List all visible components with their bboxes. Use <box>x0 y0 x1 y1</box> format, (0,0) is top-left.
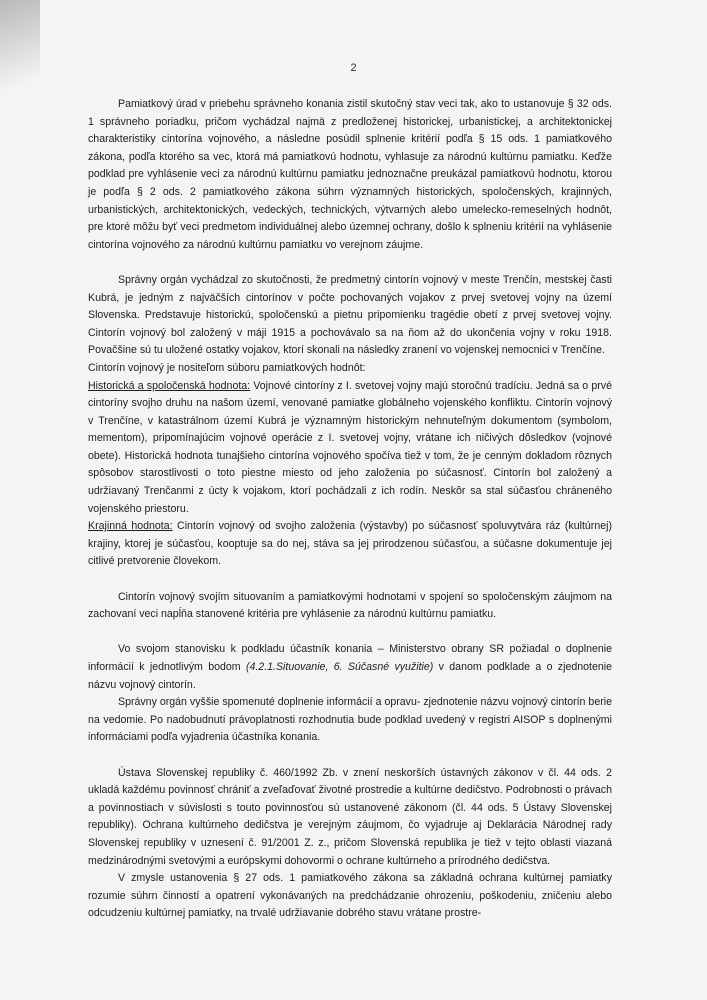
scan-corner-shadow <box>0 0 40 110</box>
document-body <box>88 96 612 923</box>
paragraph-historical-value <box>88 378 612 519</box>
historical-value-text: Vojnové cintoríny z I. svetovej vojny majú storočnú tradíciu. Jedná sa o prvé cintoríny svojho druhu na našom území, venované pamiatke globálneho vojenského konfliktu. Cintorín vojnový v Trenčíne, v katastrálnom území Kubrá je významným historickým nehnuteľným dokumentom (symbolom, mementom), pripomínajúcim vojnové operácie z I. svetovej vojny, vrátane ich ničivých dôsledkov (vojnové obete). Historická hodnota tunajšieho cintorína vojnového spočíva tiež v tom, že je cenným dokladom rôznych spôsobov starostlivosti o toto piestne miesto od jeho založenia po súčasnosť. Cintorín bol založený a udržiavaný Trenčanmi z úcty k vojakom, ktorí pochádzali z ich rodín. Neskôr sa stal súčasťou chráneného vojenského priestoru. <box>88 379 612 515</box>
paragraph-constitution: Ústava Slovenskej republiky č. 460/1992 Zb. v znení neskorších ústavných zákonov v čl. 44 ods. 2 ukladá každému povinnosť chrániť a zveľaďovať životné prostredie a kultúrne dedičstvo. Podrobnosti o právach a povinnostiach v súvislosti s touto povinnosťou sú ustanovené zákonom (čl. 44 ods. 5 Ústavy Slovenskej republiky). Ochrana kultúrneho dedičstva je verejným záujmom, čo vyjadruje aj Deklarácia Národnej rady Slovenskej republiky v uznesení č. 91/2001 Z. z., pričom Slovenská republika je tiež v tejto oblasti viazaná medzinárodnými svetovými a európskymi dohovormi o ochrane kultúrneho a prírodného dedičstva. <box>88 766 612 867</box>
landscape-value-label: Krajinná hodnota: <box>88 520 173 533</box>
historical-value-label: Historická a spoločenská hodnota: <box>88 379 251 392</box>
landscape-value-text: Cintorín vojnový od svojho založenia (výstavby) po súčasnosť spoluvytvára ráz (kultúrnej) krajiny, ktorej je súčasťou, kooptuje sa do nej, stáva sa jej prirodzenou súčasťou, a súčasne dokumentuje jej citlivé pretvorenie človekom. <box>88 520 612 568</box>
paragraph-landscape-value <box>88 518 612 571</box>
paragraph-basic-protection: V zmysle ustanovenia § 27 ods. 1 pamiatkového zákona sa základná ochrana kultúrnej pamiatky rozumie súhrn činností a opatrení vykonávaných na predchádzanie ohrozeniu, poškodeniu, zničeniu alebo odcudzeniu kultúrnej pamiatky, na trvalé udržiavanie dobrého stavu vrátane prostre- <box>88 872 612 920</box>
paragraph-proceedings-findings: Pamiatkový úrad v priebehu správneho konania zistil skutočný stav veci tak, ako to ustanovuje § 32 ods. 1 správneho poriadku, pričom vychádzal najmä z predloženej historickej, urbanistickej, a architektonickej charakteristiky cintorína vojnového, a následne posúdil splnenie kritérií podľa § 15 ods. 1 pamiatkového zákona, podľa ktorého sa vec, ktorá má pamiatkovú hodnotu, vyhlasuje za národnú kultúrnu pamiatku. Keďže podklad pre vyhlásenie veci za národnú kultúrnu pamiatku jednoznačne preukázal pamiatkovú hodnotu, ktorou je podľa § 2 ods. 2 pamiatkového zákona súhrn významných historických, spoločenských, krajinných, urbanistických, architektonických, vedeckých, technických, výtvarných alebo umelecko-remeselných hodnôt, pre ktoré môžu byť veci predmetom individuálnej alebo územnej ochrany, došlo k splneniu kritérií na vyhlásenie cintorína vojnového za národnú kultúrnu pamiatku vo verejnom záujme. <box>88 98 612 251</box>
ministry-reference: (4.2.1.Situovanie, 6. Súčasné využitie) <box>245 661 434 673</box>
paragraph-criteria-conclusion: Cintorín vojnový svojím situovaním a pamiatkovými hodnotami v spojení so spoločenským záujmom na zachovaní veci napĺňa stanovené kritéria pre vyhlásenie za národnú kultúrnu pamiatku. <box>88 590 612 621</box>
page-number: 2 <box>350 62 357 74</box>
paragraph-values-intro: Cintorín vojnový je nositeľom súboru pamiatkových hodnôt: <box>88 361 366 374</box>
paragraph-ministry-opinion: Vo svojom stanovisku k podkladu účastník konania – Ministerstvo obrany SR požiadal o doplnenie informácií k jednotlivým bodom (4.2.1.Situovanie, 6. Súčasné využitie) v danom podklade a o zjednotenie názvu vojnový cintorín. <box>88 643 612 691</box>
paragraph-cemetery-facts: Správny orgán vychádzal zo skutočnosti, že predmetný cintorín vojnový v meste Trenčín, mestskej časti Kubrá, je jedným z najväčších cintorínov v počte pochovaných vojakov z prvej svetovej vojny na území Slovenska. Predstavuje historickú, spoločenskú a pietnu pripomienku tragédie obetí z prvej svetovej vojny. Cintorín vojnový bol založený v máji 1915 a pochovávalo sa na ňom až do ukončenia vojny v roku 1918. Povačšine sú tu uložené ostatky vojakov, ktorí skonali na následky zranení vo vojenskej nemocnici v Trenčíne. <box>88 273 612 357</box>
paragraph-authority-response: Správny orgán vyššie spomenuté doplnenie informácií a opravu- zjednotenie názvu vojnový cintorín berie na vedomie. Po nadobudnutí právoplatnosti rozhodnutia bude podklad uvedený v registri AISOP s doplnenými informáciami podľa vyjadrenia účastníka konania. <box>88 696 612 744</box>
